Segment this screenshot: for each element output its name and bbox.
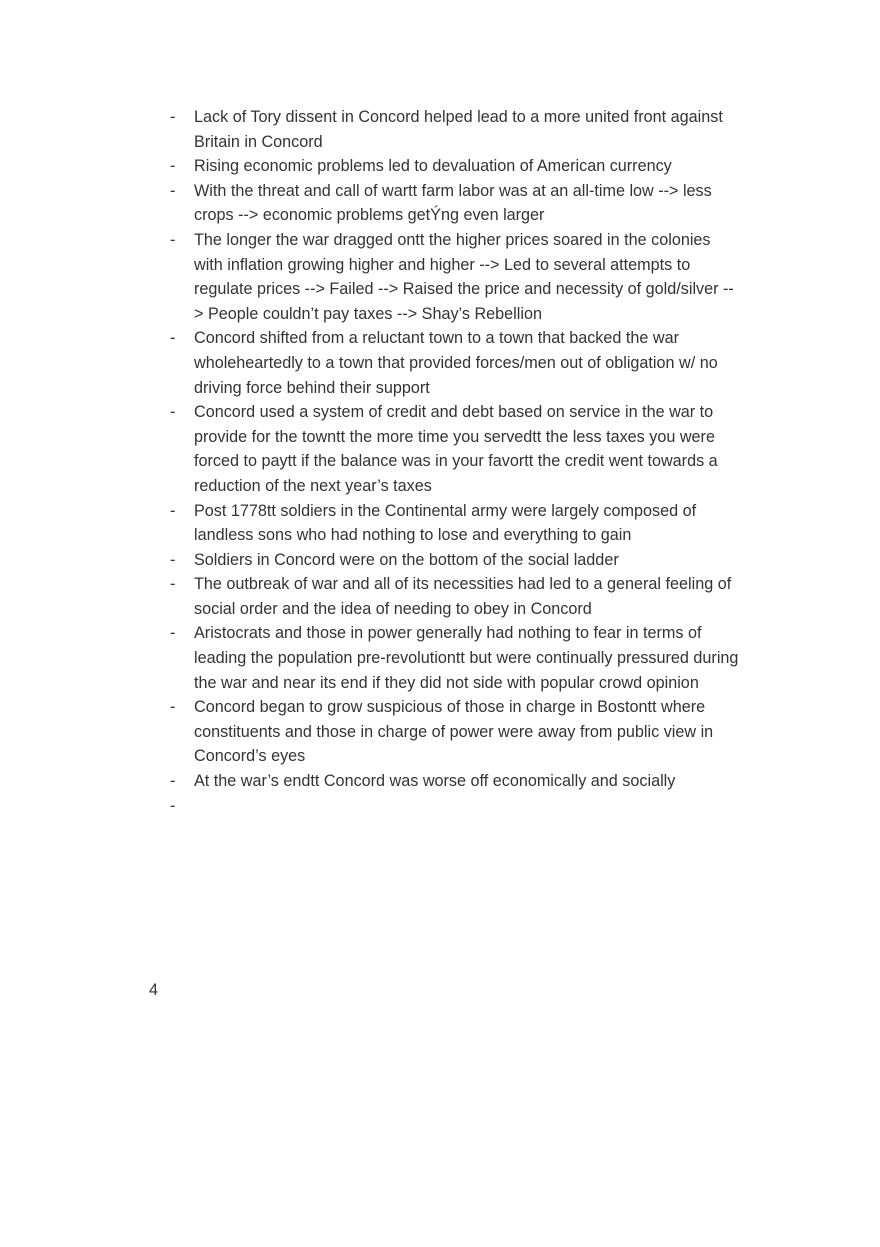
list-item	[168, 179, 743, 228]
bullet-marker: -	[170, 501, 176, 520]
bullet-marker: -	[170, 181, 176, 200]
bullet-marker: -	[170, 157, 176, 176]
list-item-text: At the war’s endtt Concord was worse off economically and socially	[194, 772, 676, 791]
list-item	[168, 326, 743, 400]
bullet-marker: -	[170, 772, 176, 791]
list-item	[168, 499, 743, 548]
list-item	[168, 400, 743, 498]
list-item-text: Lack of Tory dissent in Concord helped lead to a more united front against Britain in Concord	[194, 108, 728, 151]
bullet-marker: -	[170, 230, 176, 249]
list-item-text: With the threat and call of wartt farm labor was at an all-time low --> less crops --> economic problems getÝng even larger	[194, 181, 717, 225]
page-number: 4	[149, 981, 159, 999]
list-item-text: Post 1778tt soldiers in the Continental army were largely composed of landless sons who had nothing to lose and everything to gain	[194, 501, 701, 545]
bullet-marker: -	[170, 698, 176, 717]
bullet-marker: -	[170, 575, 176, 594]
list-item-text: Rising economic problems led to devaluation of American currency	[194, 157, 672, 176]
list-item-text: Aristocrats and those in power generally had nothing to fear in terms of leading the population pre-revolutiontt but were continually pressured during the war and near its end if they did not side with popular crowd opinion	[194, 624, 743, 692]
list-item-text: Concord began to grow suspicious of those in charge in Bostontt where constituents and those in charge of power were away from public view in Concord’s eyes	[194, 698, 718, 766]
list-item	[168, 621, 743, 695]
bullet-marker: -	[170, 403, 176, 422]
list-item-text: The longer the war dragged ontt the higher prices soared in the colonies with inflation growing higher and higher --> Led to several attempts to regulate prices --> Failed --> Raised the price and necessity of gold/silver --> People couldn’t pay taxes --> Shay’s Rebellion	[194, 230, 734, 323]
list-item-text: The outbreak of war and all of its necessities had led to a general feeling of social order and the idea of needing to obey in Concord	[194, 575, 736, 618]
list-item	[168, 228, 743, 326]
bullet-marker: -	[170, 624, 176, 643]
list-item-text: Soldiers in Concord were on the bottom of the social ladder	[194, 550, 619, 569]
list-item	[168, 695, 743, 769]
list-item	[168, 572, 743, 621]
list-item-empty	[168, 794, 743, 819]
bullet-marker: -	[170, 796, 176, 815]
list-item-text: Concord shifted from a reluctant town to a town that backed the war wholeheartedly to a town that provided forces/men out of obligation w/ no driving force behind their support	[194, 329, 723, 397]
bullet-marker: -	[170, 329, 176, 348]
list-item	[168, 154, 743, 179]
list-item	[168, 105, 743, 154]
list-item-text: Concord used a system of credit and debt based on service in the war to provide for the towntt the more time you servedtt the less taxes you were forced to paytt if the balance was in your favortt the credit went towards a reduction of the next year’s taxes	[194, 403, 723, 495]
bullet-list	[168, 105, 743, 818]
bullet-marker: -	[170, 108, 176, 126]
bullet-marker: -	[170, 550, 176, 569]
list-item	[168, 548, 743, 573]
list-item	[168, 769, 743, 794]
